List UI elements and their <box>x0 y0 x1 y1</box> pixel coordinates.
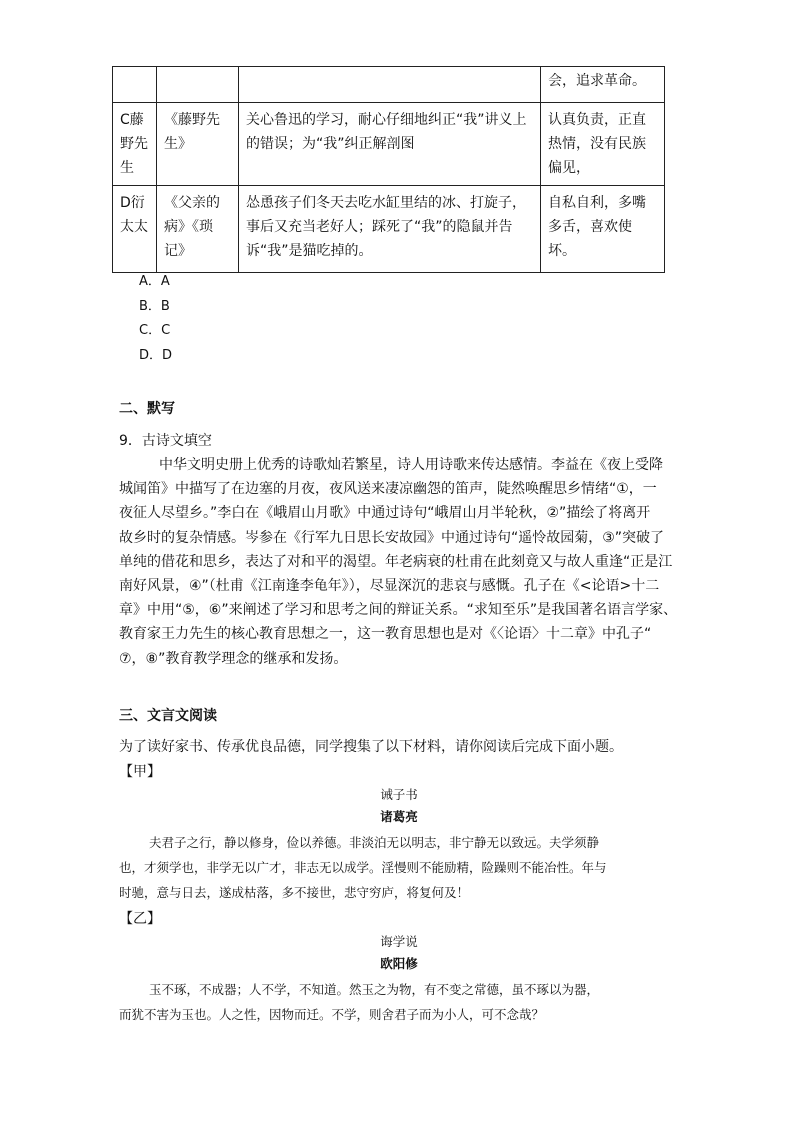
passage-line: 故乡时的复杂情感。岑参在《行军九日思长安故园》中通过诗句“遥怜故园菊，③”突破了 <box>119 529 665 546</box>
character-table <box>112 66 665 273</box>
poetry-passage <box>119 453 679 671</box>
table-cell <box>239 67 541 103</box>
classical-line: 夫君子之行，静以修身，俭以养德。非淡泊无以明志，非宁静无以致远。夫学须静 <box>149 835 600 850</box>
trait-cell: 自私自利，多嘴多舌，喜欢使坏。 <box>541 186 665 273</box>
option-cell: C藤野先生 <box>113 103 157 186</box>
passage-line: 章》中用“⑤，⑥”来阐述了学习和思考之间的辩证关系。“求知至乐”是我国著名语言学家、 <box>119 602 678 619</box>
passage-line: 单纯的借花和思乡，表达了对和平的渴望。年老病衰的杜甫在此刻竟又与故人重逢“正是江 <box>119 553 673 570</box>
trait-cell: 认真负责，正直热情，没有民族偏见， <box>541 103 665 186</box>
table-cell <box>113 67 157 103</box>
option-c[interactable]: C．C <box>139 323 171 338</box>
text-jia <box>119 784 679 905</box>
work-cell: 《藤野先生》 <box>157 103 239 186</box>
option-b[interactable]: B．B <box>139 298 170 314</box>
classical-line: 玉不琢，不成器；人不学，不知道。然玉之为物，有不变之常德，虽不琢以为器， <box>149 982 600 997</box>
label-yi: 【乙】 <box>119 911 161 927</box>
classical-line: 而犹不害为玉也。人之性，因物而迁。不学，则舍君子而为小人，可不念哉？ <box>119 1006 545 1022</box>
classical-line: 时驰，意与日去，遂成枯落，多不接世，悲守穷庐，将复何及！ <box>119 884 470 900</box>
passage-line: 中华文明史册上优秀的诗歌灿若繁星，诗人用诗歌来传达感情。李益在《夜上受降 <box>159 457 663 473</box>
table-row <box>113 67 665 103</box>
deed-cell: 怂恿孩子们冬天去吃水缸里结的冰、打旋子，事后又充当老好人；踩死了“我”的隐鼠并告诉“我”是猫吃掉的。 <box>239 186 541 273</box>
passage-line: 城闻笛》中描写了在边塞的月夜，夜风送来凄凉幽怨的笛声，陡然唤醒思乡情绪“①，一 <box>119 481 657 498</box>
table-row <box>113 103 665 186</box>
option-cell: D衍太太 <box>113 186 157 273</box>
passage-line: 南好风景，④”（杜甫《江南逢李龟年》），尽显深沉的悲哀与感慨。孔子在《<论语>十二 <box>119 578 660 595</box>
section-heading-classical: 三、文言文阅读 <box>119 708 217 724</box>
passage-line: 夜征人尽望乡。”李白在《峨眉山月歌》中通过诗句“峨眉山月半轮秋，②”描绘了将离开 <box>119 505 651 522</box>
table-row <box>113 186 665 273</box>
question-label: 9．古诗文填空 <box>119 433 212 449</box>
answer-options <box>139 270 172 368</box>
author-jia: 诸葛亮 <box>380 809 418 824</box>
work-cell: 《父亲的病》《琐记》 <box>157 186 239 273</box>
passage-line: 教育家王力先生的核心教育思想之一，这一教育思想也是对《〈论语〉十二章》中孔子“ <box>119 626 652 643</box>
option-a[interactable]: A．A <box>139 274 170 289</box>
title-jia: 诫子书 <box>380 787 418 802</box>
table-cell: 会，追求革命。 <box>541 67 665 103</box>
label-jia: 【甲】 <box>119 764 161 780</box>
text-yi <box>119 931 679 1028</box>
table-cell <box>157 67 239 103</box>
deed-cell: 关心鲁迅的学习，耐心仔细地纠正“我”讲义上的错误；为“我”纠正解剖图 <box>239 103 541 186</box>
author-yi: 欧阳修 <box>380 956 418 971</box>
section-intro: 为了读好家书、传承优良品德，同学搜集了以下材料，请你阅读后完成下面小题。 <box>119 739 623 755</box>
section-heading-dictation: 二、默写 <box>119 401 175 417</box>
title-yi: 诲学说 <box>380 934 418 949</box>
option-d[interactable]: D．D <box>139 347 173 363</box>
classical-line: 也，才须学也，非学无以广才，非志无以成学。淫慢则不能励精，险躁则不能冶性。年与 <box>119 859 607 875</box>
passage-line: ⑦，⑧”教育教学理念的继承和发扬。 <box>119 650 348 667</box>
